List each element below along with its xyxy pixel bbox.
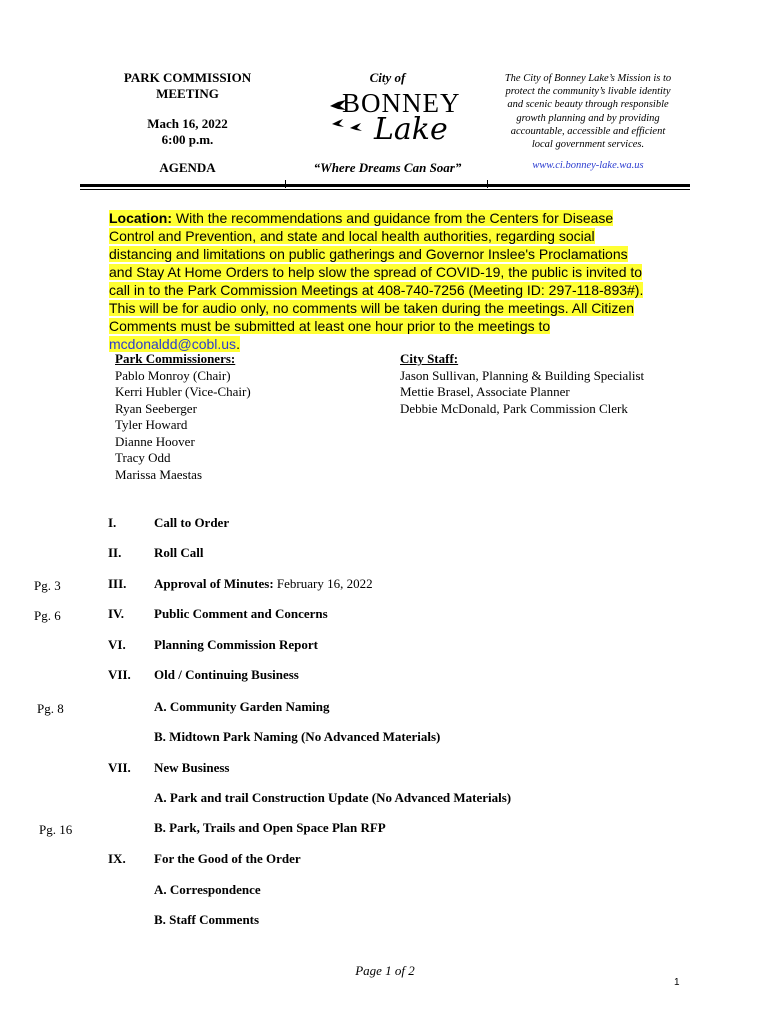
city-website-link[interactable]: www.ci.bonney-lake.wa.us — [532, 160, 644, 172]
agenda-number: VI. — [108, 637, 126, 652]
birds-icon — [330, 116, 370, 136]
staff-name: Mettie Brasel, Associate Planner — [400, 384, 570, 399]
agenda-number: VII. — [108, 667, 131, 682]
agenda-subitem-title: B. Midtown Park Naming (No Advanced Materials) — [154, 729, 441, 744]
meeting-date: Mach 16, 2022 — [147, 116, 228, 131]
city-staff — [400, 351, 700, 417]
commissioner-name: Marissa Maestas — [115, 466, 203, 482]
agenda-subitem-title: B. Staff Comments — [154, 912, 260, 927]
agenda-item-title: For the Good of the Order — [154, 851, 301, 866]
agenda-heading: AGENDA — [159, 160, 216, 175]
page-number: 1 — [674, 977, 680, 988]
logo-city-of: City of — [369, 70, 406, 85]
mission-statement — [488, 72, 688, 172]
meeting-title-line1: PARK COMMISSION — [123, 70, 252, 85]
location-text: With the recommendations and guidance from the Centers for Disease Control and Prevention, and state and local health authorities, regarding social distancing and limitations on public gatherings and Governor Inslee's Proclamations and Stay At Home Orders to help slow the spread of COVID-19, the public is invited to call in to the Park Commission Meetings at 408-740-7256 (Meeting ID: 297-118-893#). This will be for audio only, no comments will be taken during the meetings. All Citizen Comments must be submitted at least one hour prior to the meetings to — [109, 210, 644, 334]
agenda-item-title: Approval of Minutes: February 16, 2022 — [154, 576, 373, 591]
page-reference: Pg. 8 — [37, 701, 64, 716]
agenda-number: IV. — [108, 606, 125, 621]
commissioner-name: Tyler Howard — [115, 417, 188, 432]
agenda-item-title: Roll Call — [154, 545, 204, 560]
commissioner-name: Dianne Hoover — [115, 433, 195, 449]
city-logo — [300, 70, 475, 180]
header-rule-thin — [80, 189, 690, 190]
page-footer: Page 1 of 2 — [355, 963, 415, 978]
agenda-subitem-title: A. Correspondence — [154, 882, 261, 897]
commissioner-name: Tracy Odd — [115, 450, 171, 465]
agenda-item-title: New Business — [154, 760, 230, 775]
page-reference: Pg. 3 — [34, 578, 61, 593]
email-link[interactable]: mcdonaldd@cobl.us — [109, 336, 237, 352]
logo-tagline: “Where Dreams Can Soar” — [313, 160, 462, 175]
mission-line: accountable, accessible and efficient — [510, 125, 666, 137]
location-notice — [109, 209, 654, 353]
location-label: Location: — [109, 210, 172, 226]
agenda-subitem-title: A. Park and trail Construction Update (No Advanced Materials) — [154, 790, 512, 805]
agenda-item-title: Call to Order — [154, 515, 230, 530]
location-end: . — [236, 336, 240, 352]
logo-lake: Lake — [374, 112, 448, 147]
page-reference: Pg. 16 — [39, 822, 73, 837]
mission-line: local government services. — [531, 139, 645, 151]
agenda-item-detail: February 16, 2022 — [273, 576, 373, 591]
agenda-number: III. — [108, 576, 127, 591]
meeting-title-line2: MEETING — [156, 86, 219, 101]
agenda-item-title: Planning Commission Report — [154, 637, 318, 652]
mission-line: growth planning and by providing — [516, 112, 660, 124]
meeting-header — [100, 70, 275, 175]
commissioner-name: Pablo Monroy (Chair) — [115, 367, 231, 383]
staff-name: Debbie McDonald, Park Commission Clerk — [400, 400, 628, 416]
agenda-item-title: Public Comment and Concerns — [154, 606, 328, 621]
logo-bonney: BONNEY — [342, 88, 461, 118]
commissioners-heading: Park Commissioners: — [115, 351, 236, 366]
agenda-number: IX. — [108, 851, 126, 866]
commissioner-name: Kerri Hubler (Vice-Chair) — [115, 384, 251, 399]
header-rule-thick — [80, 184, 690, 187]
page-reference: Pg. 6 — [34, 608, 61, 623]
meeting-time: 6:00 p.m. — [161, 132, 214, 147]
city-staff-heading: City Staff: — [400, 351, 459, 366]
agenda-item-title: Old / Continuing Business — [154, 667, 299, 682]
park-commissioners — [115, 351, 375, 483]
staff-name: Jason Sullivan, Planning & Building Specialist — [400, 367, 645, 383]
commissioner-name: Ryan Seeberger — [115, 400, 197, 416]
agenda-number: II. — [108, 545, 122, 560]
agenda-number: I. — [108, 515, 117, 530]
mission-line: The City of Bonney Lake’s Mission is to — [504, 73, 672, 84]
agenda-subitem-title: A. Community Garden Naming — [154, 699, 330, 714]
agenda-subitem-title: B. Park, Trails and Open Space Plan RFP — [154, 820, 386, 835]
mission-line: and scenic beauty through responsible — [507, 99, 669, 111]
mission-line: protect the community’s livable identity — [505, 86, 671, 98]
agenda-number: VII. — [108, 760, 131, 775]
